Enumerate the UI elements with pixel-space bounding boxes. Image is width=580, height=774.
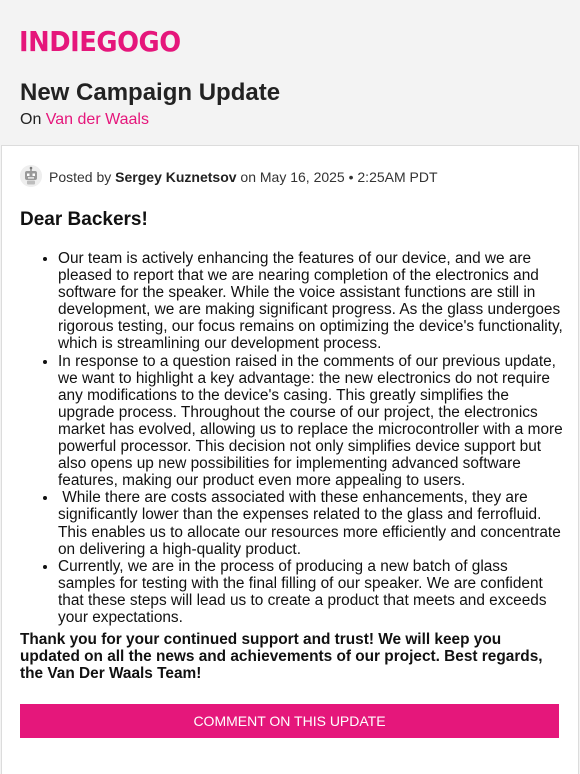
update-closing: Thank you for your continued support and trust! We will keep you updated on all the news and achievements of our project. Best regards, the Van Der Waals Team! [20, 631, 543, 683]
subtitle-prefix: On [20, 111, 42, 128]
page-title: New Campaign Update [20, 79, 281, 106]
campaign-subtitle [20, 111, 149, 129]
list-item: • Our team is actively enhancing the features of our device, and we are pleased to report that we are nearing completion of the electronics and software for the speaker. While the voice assistant functions are still in development, we are making significant progress. As the glass undergoes rigorous testing, our focus remains on optimizing the device's functionality, which is streamlining our development process. [58, 250, 565, 353]
list-item: • In response to a question raised in the comments of our previous update, we want to highlight a key advantage: the new electronics do not require any modifications to the device's casing. This greatly simplifies the upgrade process. Throughout the course of our project, the electronics market has evolved, allowing us to replace the microcontroller with a more powerful processor. This decision not only simplifies device support but also opens up new possibilities for implementing advanced software features, making our product even more appealing to users. [58, 353, 565, 490]
post-date: on May 16, 2025 • 2:25AM PDT [240, 169, 438, 185]
indiegogo-logo[interactable]: INDIEGOGO [19, 25, 181, 58]
update-greeting: Dear Backers! [20, 209, 148, 230]
update-bullet-list [20, 250, 565, 626]
campaign-link[interactable]: Van der Waals [45, 111, 149, 128]
author-name[interactable]: Sergey Kuznetsov [115, 169, 237, 185]
list-item: • While there are costs associated with these enhancements, they are significantly lower than the expenses related to the glass and ferrofluid. This enables us to allocate our resources more efficiently and concentrate on delivering a high-quality product. [58, 489, 565, 557]
update-body [20, 250, 565, 626]
post-meta [49, 169, 438, 185]
posted-by-prefix: Posted by [49, 169, 112, 185]
list-item: • Currently, we are in the process of producing a new batch of glass samples for testing with the final filling of our speaker. We are confident that these steps will lead us to create a product that meets and exceeds your expectations. [58, 558, 565, 626]
comment-on-update-button[interactable]: COMMENT ON THIS UPDATE [20, 704, 559, 738]
author-avatar-icon [20, 165, 42, 187]
